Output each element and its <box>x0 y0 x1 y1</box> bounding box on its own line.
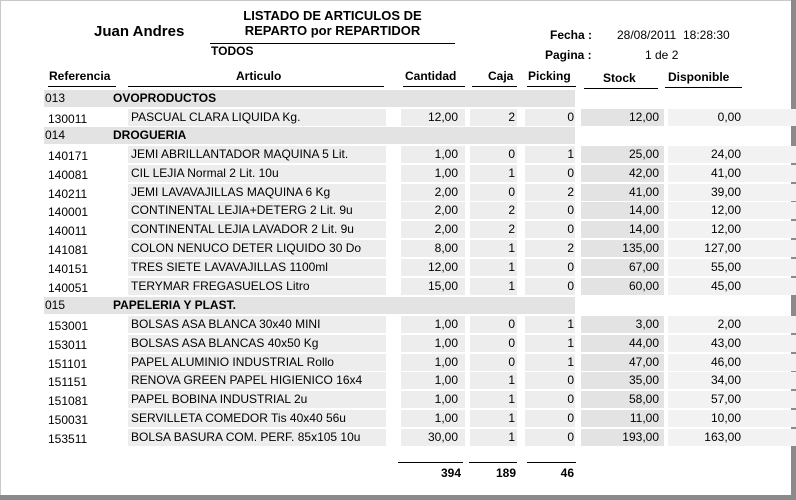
cell-caja: 1 <box>508 165 515 180</box>
report-author: Juan Andres <box>94 23 185 40</box>
cell-articulo: BOLSA BASURA COM. PERF. 85x105 10u <box>131 429 361 444</box>
cell-cantidad: 1,00 <box>434 373 458 388</box>
column-header-articulo: Articulo <box>236 69 282 83</box>
cell-referencia: 151101 <box>48 356 88 371</box>
date-label: Fecha : <box>550 28 593 42</box>
page-shadow-bottom <box>0 495 796 500</box>
cell-referencia: 140081 <box>48 167 89 182</box>
cell-cantidad: 30,00 <box>427 429 458 444</box>
cell-caja: 0 <box>508 147 515 161</box>
cell-articulo: TRES SIETE LAVAVAJILLAS 1100ml <box>131 259 328 274</box>
cell-cantidad: 2,00 <box>434 203 458 218</box>
cell-stock: 58,00 <box>628 392 659 407</box>
cell-articulo: TERYMAR FREGASUELOS Litro <box>131 278 310 293</box>
cell-cantidad: 1,00 <box>434 392 458 407</box>
cell-stock: 11,00 <box>629 411 659 425</box>
cell-cantidad: 1,00 <box>434 411 458 425</box>
cell-caja: 1 <box>508 429 515 444</box>
cell-picking: 0 <box>567 110 574 124</box>
cell-disponible: 0,00 <box>717 110 741 124</box>
report-filter: TODOS <box>211 44 254 58</box>
cell-caja: 1 <box>508 373 515 388</box>
cell-articulo: JEMI LAVAVAJILLAS MAQUINA 6 Kg <box>131 184 331 199</box>
cell-caja: 0 <box>508 317 515 331</box>
page-number: 1 de 2 <box>645 48 679 62</box>
column-header-referencia: Referencia <box>49 69 111 83</box>
cell-stock: 14,00 <box>628 203 659 218</box>
cell-picking: 0 <box>567 392 574 407</box>
total-rule-cantidad <box>398 462 463 463</box>
cell-caja: 1 <box>508 411 515 425</box>
cell-picking: 0 <box>567 203 574 218</box>
cell-stock: 14,00 <box>628 222 659 237</box>
date-value: 28/08/2011 <box>617 28 677 42</box>
cell-referencia: 130011 <box>48 112 88 126</box>
page-label: Pagina : <box>545 48 592 62</box>
column-header-stock: Stock <box>603 71 636 85</box>
cell-picking: 0 <box>567 165 574 180</box>
cell-picking: 0 <box>567 278 574 293</box>
header-rule-caja <box>472 86 517 87</box>
total-cantidad: 394 <box>440 466 461 480</box>
cell-referencia: 150031 <box>48 413 89 427</box>
header-rule-stock <box>584 88 658 89</box>
cell-stock: 42,00 <box>628 165 659 180</box>
cell-stock: 3,00 <box>635 317 659 331</box>
cell-cantidad: 1,00 <box>434 147 458 161</box>
cell-disponible: 10,00 <box>710 411 741 425</box>
cell-disponible: 34,00 <box>710 373 741 388</box>
group-name: DROGUERIA <box>113 128 187 142</box>
cell-stock: 135,00 <box>622 241 659 255</box>
cell-stock: 60,00 <box>628 278 659 293</box>
cell-stock: 25,00 <box>628 147 659 161</box>
cell-cantidad: 2,00 <box>434 184 458 199</box>
cell-referencia: 140011 <box>48 224 88 239</box>
cell-disponible: 45,00 <box>710 278 741 293</box>
cell-referencia: 153001 <box>48 319 89 333</box>
cell-articulo: COLON NENUCO DETER LIQUIDO 30 Do <box>131 241 362 255</box>
column-header-caja: Caja <box>488 69 514 83</box>
cell-cantidad: 15,00 <box>427 278 458 293</box>
total-caja: 189 <box>495 466 516 480</box>
cell-picking: 1 <box>567 147 574 161</box>
cell-caja: 1 <box>508 241 515 255</box>
cell-stock: 41,00 <box>628 184 659 199</box>
cell-stock: 47,00 <box>628 354 659 369</box>
cell-cantidad: 1,00 <box>434 165 458 180</box>
cell-disponible: 46,00 <box>710 354 741 369</box>
cell-picking: 1 <box>567 317 574 331</box>
cell-articulo: JEMI ABRILLANTADOR MAQUINA 5 Lit. <box>131 147 349 161</box>
total-picking: 46 <box>560 466 574 480</box>
cell-stock: 67,00 <box>628 259 659 274</box>
cell-articulo: BOLSAS ASA BLANCA 30x40 MINI <box>131 317 321 331</box>
group-code: 015 <box>45 298 66 312</box>
cell-disponible: 55,00 <box>710 259 741 274</box>
cell-disponible: 2,00 <box>717 317 741 331</box>
cell-stock: 12,00 <box>628 110 659 124</box>
report-title-line-2: REPARTO por REPARTIDOR <box>244 23 421 38</box>
cell-caja: 0 <box>508 354 515 369</box>
cell-referencia: 141081 <box>48 243 89 257</box>
cell-articulo: PAPEL ALUMINIO INDUSTRIAL Rollo <box>131 354 334 369</box>
cell-articulo: CONTINENTAL LEJIA+DETERG 2 Lit. 9u <box>131 203 353 218</box>
cell-caja: 0 <box>508 335 515 350</box>
cell-disponible: 41,00 <box>710 165 741 180</box>
cell-caja: 2 <box>508 222 515 237</box>
report-title-line-1: LISTADO DE ARTICULOS DE <box>243 8 422 23</box>
cell-articulo: SERVILLETA COMEDOR Tis 40x40 56u <box>131 411 346 425</box>
cell-articulo: CONTINENTAL LEJIA LAVADOR 2 Lit. 9u <box>131 222 354 237</box>
cell-picking: 0 <box>567 259 574 274</box>
cell-cantidad: 8,00 <box>434 241 458 255</box>
cell-stock: 44,00 <box>628 335 659 350</box>
cell-disponible: 12,00 <box>710 203 741 218</box>
cell-referencia: 140211 <box>48 186 88 201</box>
cell-caja: 2 <box>508 203 515 218</box>
cell-cantidad: 2,00 <box>434 222 458 237</box>
column-header-disponible: Disponible <box>668 70 730 84</box>
cell-articulo: CIL LEJIA Normal 2 Lit. 10u <box>131 165 279 180</box>
cell-picking: 0 <box>567 222 574 237</box>
cell-caja: 1 <box>508 392 515 407</box>
cell-referencia: 151151 <box>48 375 88 390</box>
cell-articulo: PAPEL BOBINA INDUSTRIAL 2u <box>131 392 308 407</box>
cell-caja: 1 <box>508 259 515 274</box>
header-rule-disponible <box>665 87 742 88</box>
cell-picking: 2 <box>567 184 574 199</box>
cell-picking: 2 <box>567 241 574 255</box>
cell-articulo: RENOVA GREEN PAPEL HIGIENICO 16x4 <box>131 373 363 388</box>
total-rule-picking <box>527 462 576 463</box>
cell-stock: 193,00 <box>622 429 659 444</box>
cell-disponible: 127,00 <box>704 241 741 255</box>
header-rule-cantidad <box>403 86 465 87</box>
header-rule-picking <box>527 86 576 87</box>
cell-caja: 0 <box>508 184 515 199</box>
report-title <box>210 8 455 38</box>
cell-disponible: 39,00 <box>710 184 741 199</box>
cell-referencia: 140051 <box>48 280 89 295</box>
cell-cantidad: 1,00 <box>434 335 458 350</box>
cell-disponible: 12,00 <box>710 222 741 237</box>
cell-picking: 1 <box>567 335 574 350</box>
time-value: 18:28:30 <box>683 28 730 42</box>
cell-picking: 0 <box>567 429 574 444</box>
cell-caja: 1 <box>508 278 515 293</box>
cell-picking: 0 <box>567 373 574 388</box>
cell-cantidad: 12,00 <box>427 110 458 124</box>
cell-caja: 2 <box>508 110 515 124</box>
cell-cantidad: 1,00 <box>434 354 458 369</box>
cell-referencia: 153011 <box>48 337 88 352</box>
cell-disponible: 57,00 <box>710 392 741 407</box>
cell-stock: 35,00 <box>628 373 659 388</box>
column-header-picking: Picking <box>528 69 571 83</box>
group-name: OVOPRODUCTOS <box>113 91 217 105</box>
cell-referencia: 151081 <box>48 394 89 409</box>
cell-articulo: PASCUAL CLARA LIQUIDA Kg. <box>131 110 301 124</box>
cell-referencia: 140171 <box>48 149 89 163</box>
cell-cantidad: 1,00 <box>434 317 458 331</box>
cell-referencia: 140151 <box>48 261 89 276</box>
cell-referencia: 140001 <box>48 205 89 220</box>
cell-disponible: 163,00 <box>704 429 741 444</box>
cell-referencia: 153511 <box>48 431 88 446</box>
group-code: 013 <box>45 91 66 105</box>
cell-articulo: BOLSAS ASA BLANCAS 40x50 Kg <box>131 335 319 350</box>
cell-picking: 0 <box>567 411 574 425</box>
cell-picking: 1 <box>567 354 574 369</box>
column-header-cantidad: Cantidad <box>405 69 457 83</box>
total-rule-caja <box>469 462 517 463</box>
group-code: 014 <box>45 128 66 142</box>
cell-cantidad: 12,00 <box>427 259 458 274</box>
header-rule-articulo <box>128 86 384 87</box>
group-name: PAPELERIA Y PLAST. <box>113 298 236 312</box>
cell-disponible: 43,00 <box>710 335 741 350</box>
header-rule-referencia <box>48 86 116 87</box>
cell-disponible: 24,00 <box>710 147 741 161</box>
